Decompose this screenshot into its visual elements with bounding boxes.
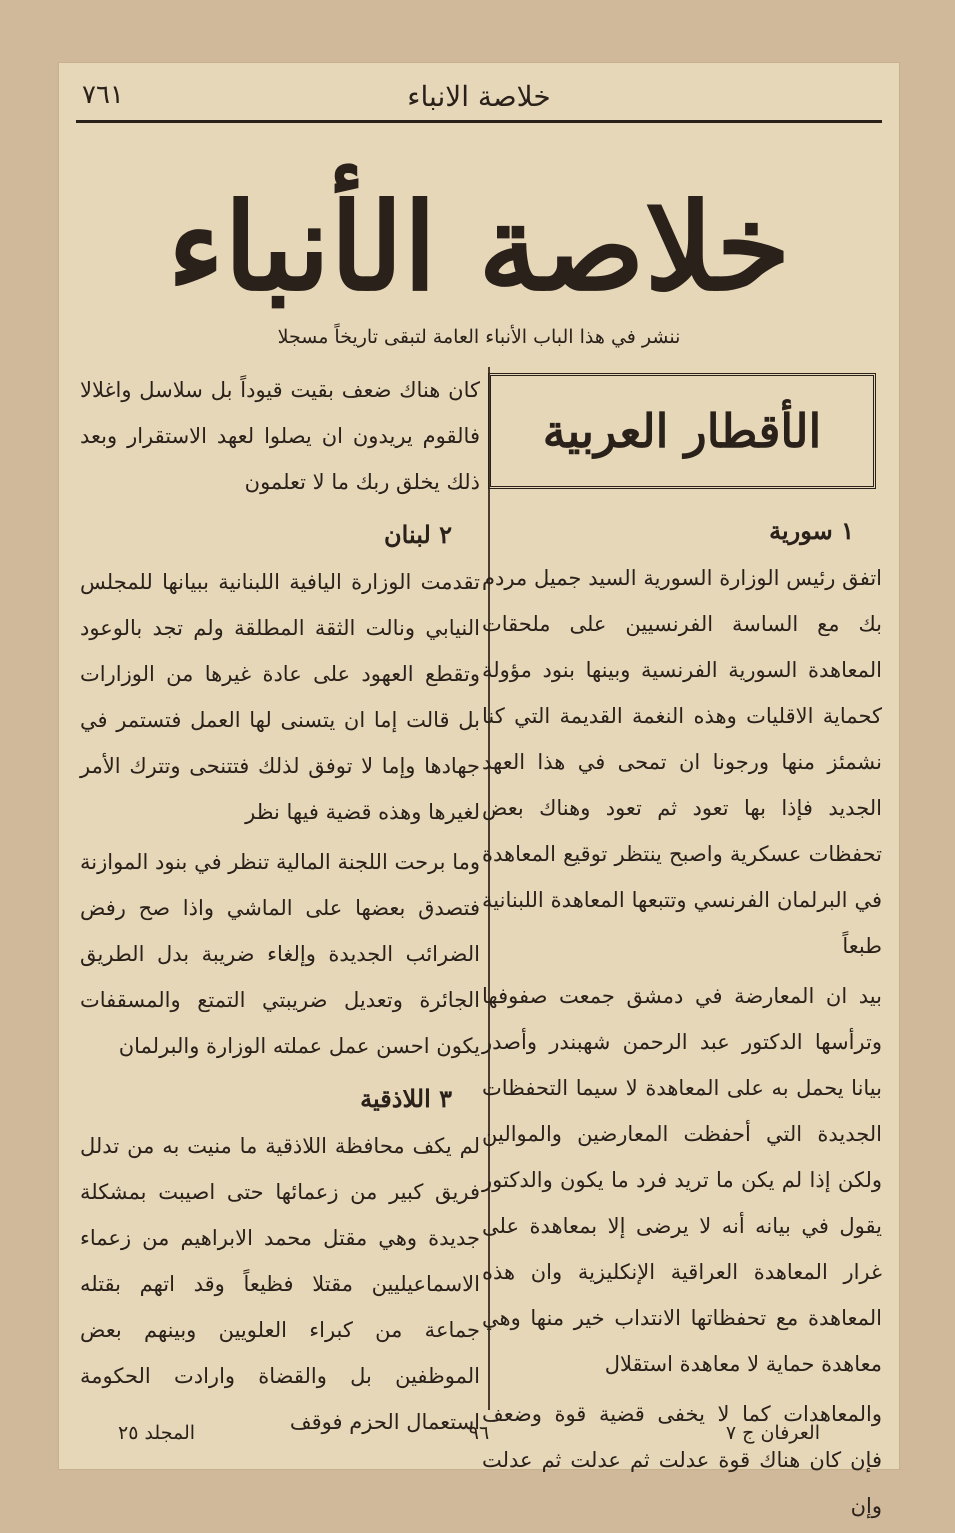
subsection-heading-latakia: ٣ اللاذقية <box>360 1084 452 1113</box>
footer-volume: المجلد ٢٥ <box>118 1422 196 1444</box>
footer-journal: العرفان ج ٧ <box>725 1422 820 1444</box>
running-title: خلاصة الانباء <box>407 80 551 113</box>
right-column <box>482 367 882 1533</box>
masthead-title: خلاصة الأنباء <box>167 177 791 318</box>
masthead <box>58 144 900 354</box>
paragraph: كان هناك ضعف بقيت قيوداً بل سلاسل واغلالا فالقوم يريدون ان يصلوا لعهد الاستقرار وبعد ذلك يخلق ربك ما لا تعلمون <box>80 378 480 494</box>
section-title-box <box>488 373 876 489</box>
paragraph: بيد ان المعارضة في دمشق جمعت صفوفها وترأسها الدكتور عبد الرحمن شهبندر وأصدر بيانا يحمل به على المعاهدة لا سيما التحفظات الجديدة التي أحفظت المعارضين والموالين ولكن إذا لم يكن ما تريد فرد ما يكون والدكتور يقول في بيانه أنه لا يرضى إلا بمعاهدة على غرار المعاهدة العراقية الإنكليزية وان هذه المعاهدة مع تحفظاتها الانتداب خير منها وهي معاهدة حماية لا معاهدة استقلال <box>482 984 882 1376</box>
paragraph: وما برحت اللجنة المالية تنظر في بنود الموازنة فتصدق بعضها على الماشي واذا صح رفض الضرائب الجديدة وإلغاء ضريبة بدل الطريق الجائرة وتعديل ضريبتي التمتع والمسقفات يكون احسن عمل عملته الوزارة والبرلمان <box>80 850 480 1058</box>
journal-page <box>58 62 900 1518</box>
footer-page-number: ٩٦ <box>468 1422 490 1444</box>
paragraph: تقدمت الوزارة اليافية اللبنانية ببيانها للمجلس النيابي ونالت الثقة المطلقة ولم تجد بالوعود وتقطع العهود على عادة غيرها من الوزارات بل قالت إما ان يتسنى لها العمل فتستمر في جهادها وإما لا توفق لذلك فتتنحى وتترك الأمر لغيرها وهذه قضية فيها نظر <box>80 570 480 824</box>
page-number: ٧٦١ <box>82 80 124 110</box>
header-rule <box>76 120 882 123</box>
left-column <box>80 367 480 1449</box>
running-header <box>58 74 900 118</box>
paragraph: اتفق رئيس الوزارة السورية السيد جميل مردم بك مع الساسة الفرنسيين على ملحقات المعاهدة السورية الفرنسية وبينها بنود مؤولة كحماية الاقليات وهذه النغمة القديمة التي كنا نشمئز منها ورجونا ان تمحى في هذا العهد الجديد فإذا بها تعود ثم تعود وهناك بعض تحفظات عسكرية واصبح ينتظر توقيع المعاهدة في البرلمان الفرنسي وتتبعها المعاهدة اللبنانية طبعاً <box>482 566 882 958</box>
masthead-subtitle: ننشر في هذا الباب الأنباء العامة لتبقى تاريخاً مسجلا <box>277 326 681 348</box>
paragraph: والمعاهدات كما لا يخفى قضية قوة وضعف فإن كان هناك قوة عدلت ثم عدلت ثم عدلت وإن <box>482 1402 882 1518</box>
page-footer <box>58 1422 900 1452</box>
subsection-heading-syria: ١ سورية <box>769 516 854 545</box>
subsection-heading-lebanon: ٢ لبنان <box>384 520 452 549</box>
paragraph: لم يكف محافظة اللاذقية ما منيت به من تدلل فريق كبير من زعمائها حتى اصيبت بمشكلة جديدة وهي مقتل محمد الابراهيم من زعماء الاسماعيليين مقتلا فظيعاً وقد اتهم بقتله جماعة من كبراء العلويين وبينهم بعض الموظفين بل والقضاة وارادت الحكومة استعمال الحزم فوقف <box>80 1134 480 1434</box>
section-title: الأقطار العربية <box>542 404 822 458</box>
